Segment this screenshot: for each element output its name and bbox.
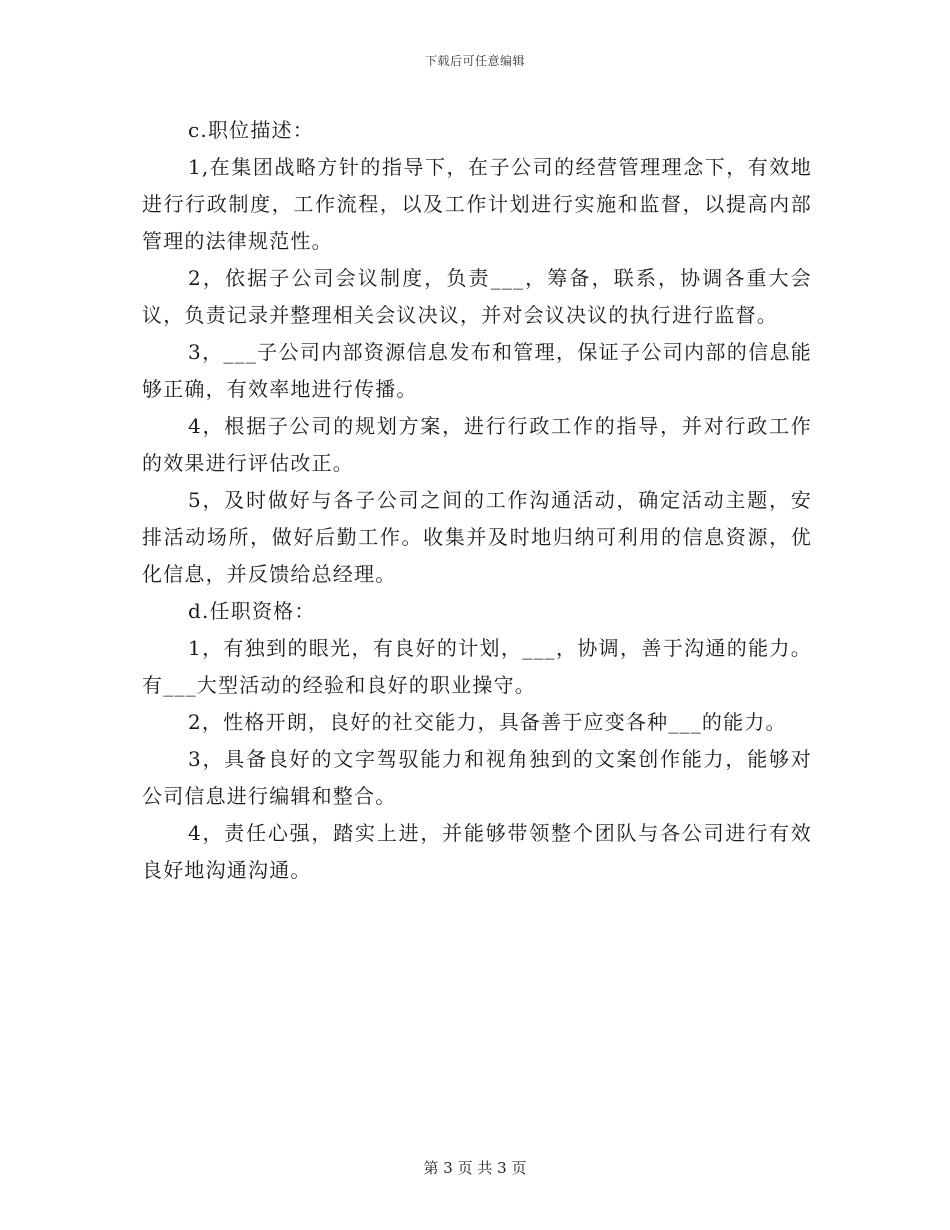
page-number: 第 3 页 共 3 页	[423, 1159, 527, 1177]
job-description-item-1: 1,在集团战略方针的指导下，在子公司的经营管理理念下，有效地进行行政制度，工作流程，以及工作计划进行实施和监督，以提高内部管理的法律规范性。	[142, 155, 812, 253]
section-heading-job-description: c.职位描述：	[188, 118, 314, 142]
job-description-item-2: 2，依据子公司会议制度，负责___，筹备，联系，协调各重大会议，负责记录并整理相关会议决议，并对会议决议的执行进行监督。	[142, 266, 812, 327]
qualification-item-3: 3，具备良好的文字驾驭能力和视角独到的文案创作能力，能够对公司信息进行编辑和整合。	[142, 747, 812, 808]
section-heading-qualifications: d.任职资格：	[188, 599, 316, 623]
page-header: 下载后可任意编辑	[424, 54, 525, 68]
job-description-item-3: 3，___子公司内部资源信息发布和管理，保证子公司内部的信息能够正确，有效率地进行传播。	[142, 340, 812, 401]
qualification-item-1: 1，有独到的眼光，有良好的计划，___，协调，善于沟通的能力。有___大型活动的经验和良好的职业操守。	[142, 636, 812, 697]
job-description-item-5: 5，及时做好与各子公司之间的工作沟通活动，确定活动主题，安排活动场所，做好后勤工作。收集并及时地归纳可利用的信息资源，优化信息，并反馈给总经理。	[142, 488, 812, 586]
qualification-item-2: 2，性格开朗，良好的社交能力，具备善于应变各种___的能力。	[188, 710, 787, 734]
job-description-item-4: 4，根据子公司的规划方案，进行行政工作的指导，并对行政工作的效果进行评估改正。	[142, 414, 812, 475]
qualification-item-4: 4，责任心强，踏实上进，并能够带领整个团队与各公司进行有效良好地沟通沟通。	[142, 821, 812, 882]
document-body	[142, 112, 812, 889]
